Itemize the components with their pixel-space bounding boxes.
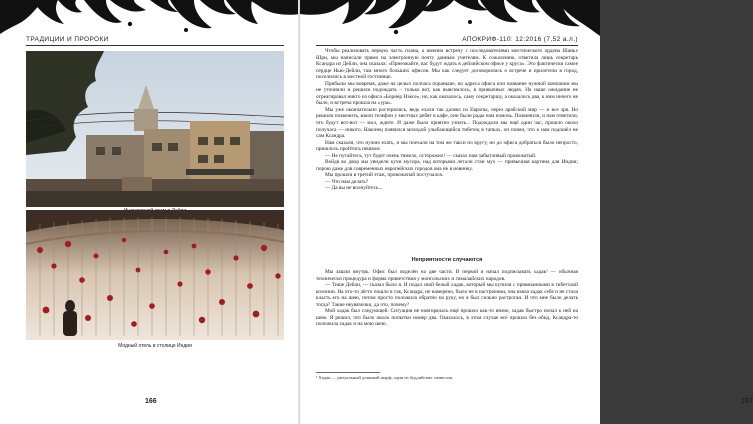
footnote: ¹ Хадак — ритуальный длинный шарф, один из буддийских символов. — [316, 375, 454, 380]
paragraph: Нам сказали, что нужно ехать, и мы поехали на том же такси по кругу, но до офиса добраться было непросто, пришлось пройтись пешком. — [316, 139, 578, 153]
paragraph: — Тише Дейли, — сказал было я. И подал свой белый хадак, который мы купили с привязанными в тибетской колонии. На что-то лёгто пошло в так, Ксандра, не намерено, было не в настроении, она взяла хадак себе и не стала класть его на шею, потом просто положила обратно на руку, но я был сильно растроган. И что мне было делать тогда? Такие неувязочки, да что, почему? — [316, 282, 578, 308]
paragraph: Мой хадак был следующей. Ситуация не повторялась ещё прошло как-то иначе, хадак быстро попал к ней на шею. Я решил, что было около попытки номер два. Оказалось, в этом случае всё прошло без обид, Ксандра-то положила хадак и на мою шею. — [316, 308, 578, 328]
photo-hindu-temple — [26, 51, 284, 207]
running-head-left: ТРАДИЦИИ И ПРОРОКИ — [26, 36, 109, 43]
page-number-left: 166 — [145, 398, 157, 405]
header-rule-left — [26, 45, 284, 46]
photo-hotel-lobby — [26, 210, 284, 340]
paragraph: Мы зашли внутрь. Офис был поделён на две части. В первой я начал подписывать хадак¹ — обычная технически процедура и форма приветствия у монгольских и гималайских народов. — [316, 269, 578, 282]
running-head-right: АПОКРИФ-110: 12:2016 (7,52 а.л.) — [462, 36, 578, 43]
body-text-block-1 — [316, 48, 578, 253]
body-text-block-2 — [316, 269, 578, 359]
tribal-ornament-right — [300, 0, 600, 40]
paragraph: — Что нам делать? — [325, 178, 369, 185]
right-page — [300, 0, 753, 424]
page-number-right: 167 — [741, 398, 753, 405]
paragraph: Мы уже окончательно растерялись, ведь ехали так далеко из Европы, через арабский мир — и все зря. Но решили позвонить, взяли телефон у местных ребят в кафе, они были рады нам помочь. Позвонили, и нам ответили, что будут вот-вот — мол, ждите. И даже было приятно узнать... Подождали мы ещё один час, прошло около получаса — никого. Наконец появился молодой улыбающийся тибетец в тапках, он понял, что к нам подошёл не сам Ксандра. — [316, 106, 578, 140]
paragraph: Войдя во двор мы увидели кучи мусора, над которыми летали стаи мух — привычная картина для Индии; порою даже для современных европейских городов она не в новинку. — [316, 159, 578, 172]
caption-hotel: Модный отель в столице Индии — [118, 343, 192, 349]
paragraph: — Не путайтесь, тут будет очень тяжело, осторожно! — сказал нам забытливый провожатый. — [325, 152, 537, 159]
left-page — [0, 0, 300, 424]
footnote-rule — [316, 372, 380, 373]
header-rule-right — [316, 45, 578, 46]
tribal-ornament-left — [0, 0, 300, 40]
paragraph: Мы прошли в третий этаж, провожатый постучался. — [325, 172, 444, 179]
paragraph: — Да вы не волнуйтесь... — [325, 185, 383, 192]
paragraph: Прибыли мы вовремя, даже на целых полчаса пораньше, но адреса офиса или название нужной компании мы не уточнили и решили подождать – только вот, как выяснилось, в привычных людях. На наше ожидание не отреагировал никто из офиса «Борнер Нэксе», но, как оказалось, саму секретаршу, а оказалось два, к ним ничего не было, и встреча прошла на «ура». — [316, 80, 578, 107]
section-subheading: Неприятности случаются — [411, 257, 483, 263]
paragraph: Чтобы реализовать первую часть плана, а именно встречу с последователями мистического ордена Шаньх Шри, мы написали прямо на электронную почту данным учителям. К сожалению, ответила лишь секретарь Ксандра из Дейли, она сказала: «Приезжайте, вас будут ждать в дейлийском офисе у круга». Это фактически самое сердце Нью-Дейли, там много больших офисов. Мы как следует договорились о встрече и прилетели в город, поселились в местной гостинице. — [316, 48, 578, 81]
